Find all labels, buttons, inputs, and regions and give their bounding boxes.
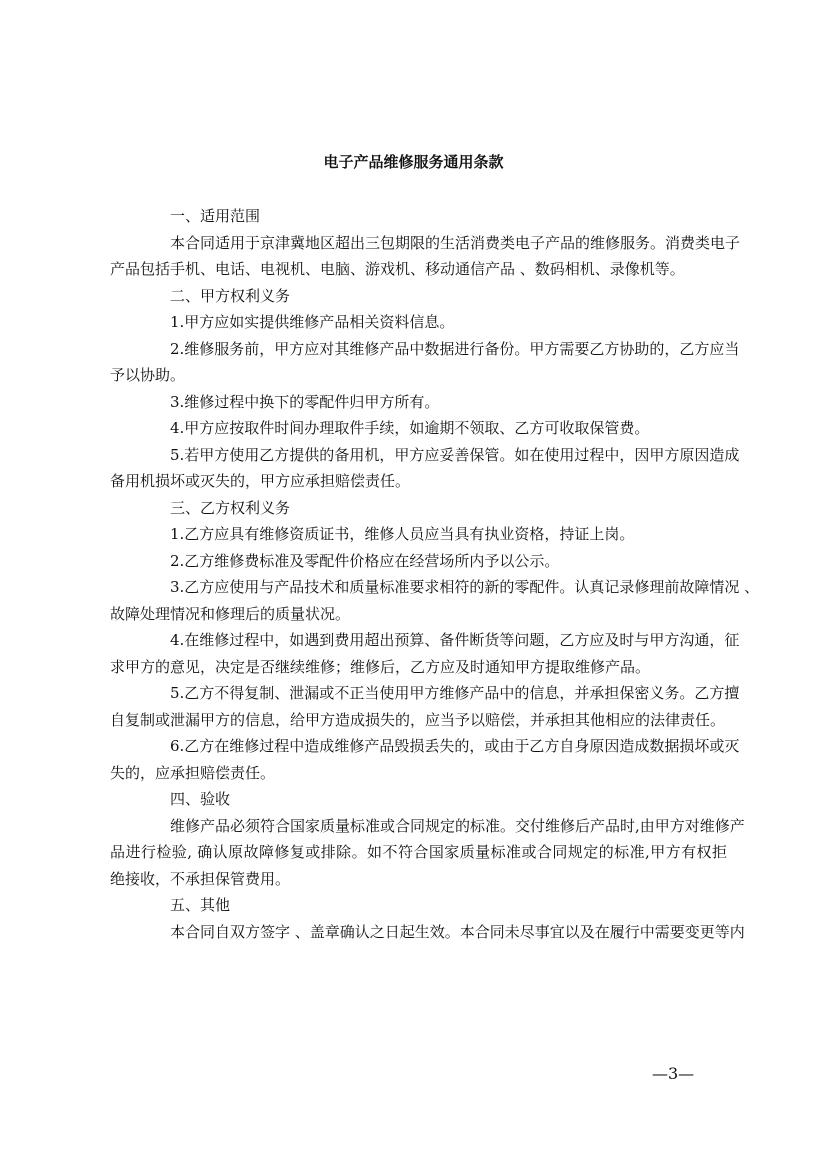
document-body [110, 203, 760, 945]
paragraph-s4-heading [110, 786, 727, 813]
paragraph-line: 产品包括手机、电话、电视机、电脑、游戏机、移动通信产品 、数码相机、录像机等。 [110, 260, 685, 278]
paragraph-s2-item2 [110, 336, 740, 389]
paragraph-s2-item5 [110, 442, 740, 495]
paragraph-line: 品进行检验, 确认原故障修复或排除。如不符合国家质量标准或合同规定的标准,甲方有权拒 [110, 843, 727, 861]
paragraph-line: 2.乙方维修费标准及零配件价格应在经营场所内予以公示。 [170, 551, 560, 570]
paragraph-line: 5.若甲方使用乙方提供的备用机，甲方应妥善保管。如在使用过程中，因甲方原因造成 [170, 445, 740, 464]
page-number: —3— [652, 1064, 695, 1083]
paragraph-s3-heading [110, 495, 727, 522]
paragraph-line: 1.乙方应具有维修资质证书，维修人员应当具有执业资格，持证上岗。 [170, 525, 635, 543]
paragraph-line: 2.维修服务前，甲方应对其维修产品中数据进行备份。甲方需要乙方协助的，乙方应当 [170, 339, 740, 358]
paragraph-line: 一、适用范围 [170, 207, 261, 225]
paragraph-line: 5.乙方不得复制、泄漏或不正当使用甲方维修产品中的信息，并承担保密义务。乙方擅 [170, 684, 740, 702]
paragraph-line: 五、其他 [170, 896, 231, 914]
paragraph-s1-body [110, 230, 741, 283]
paragraph-line: 备用机损坏或灭失的，甲方应承担赔偿责任。 [110, 472, 411, 490]
paragraph-s5-body [110, 919, 745, 946]
paragraph-line: 予以协助。 [110, 366, 186, 384]
paragraph-line: 失的，应承担赔偿责任。 [110, 763, 276, 782]
paragraph-line: 4.甲方应按取件时间办理取件手续，如逾期不领取、乙方可收取保管费。 [170, 419, 650, 437]
paragraph-s3-item1 [110, 521, 727, 548]
paragraph-line: 维修产品必须符合国家质量标准或合同规定的标准。交付维修后产品时,由甲方对维修产 [170, 816, 745, 835]
paragraph-line: 求甲方的意见，决定是否继续维修；维修后，乙方应及时通知甲方提取维修产品。 [110, 657, 651, 676]
paragraph-line: 故障处理情况和修理后的质量状况。 [110, 604, 351, 623]
paragraph-line: 绝接收，不承担保管费用。 [110, 869, 291, 888]
paragraph-s2-item4 [110, 415, 727, 442]
paragraph-line: 6.乙方在维修过程中造成维修产品毁损丢失的，或由于乙方自身原因造成数据损坏或灭 [170, 737, 740, 755]
paragraph-s2-heading [110, 283, 727, 310]
paragraph-line: 二、甲方权利义务 [170, 286, 291, 305]
paragraph-s2-item1 [110, 309, 727, 336]
paragraph-s3-item6 [110, 733, 740, 786]
paragraph-line: 本合同自双方签字 、盖章确认之日起生效。本合同未尽事宜以及在履行中需要变更等内 [170, 922, 745, 941]
paragraph-s1-heading [110, 203, 727, 230]
paragraph-s3-item5 [110, 680, 740, 733]
paragraph-s3-item2 [110, 548, 727, 575]
paragraph-s5-heading [110, 892, 727, 919]
paragraph-line: 3.维修过程中换下的零配件归甲方所有。 [170, 392, 440, 411]
paragraph-s3-item3 [110, 574, 760, 627]
paragraph-line: 自复制或泄漏甲方的信息，给甲方造成损失的，应当予以赔偿，并承担其他相应的法律责任。 [110, 710, 726, 729]
paragraph-line: 本合同适用于京津冀地区超出三包期限的生活消费类电子产品的维修服务。消费类电子 [170, 233, 741, 252]
paragraph-line: 1.甲方应如实提供维修产品相关资料信息。 [170, 313, 455, 331]
paragraph-line: 3.乙方应使用与产品技术和质量标准要求相符的新的零配件。认真记录修理前故障情况 、 [170, 578, 760, 596]
paragraph-line: 4.在维修过程中，如遇到费用超出预算、备件断货等问题，乙方应及时与甲方沟通，征 [170, 631, 740, 649]
paragraph-line: 四、验收 [170, 790, 231, 808]
paragraph-s4-body [110, 813, 745, 893]
paragraph-s2-item3 [110, 389, 727, 416]
document-title: 电子产品维修服务通用条款 [323, 153, 504, 171]
paragraph-line: 三、乙方权利义务 [170, 498, 291, 517]
paragraph-s3-item4 [110, 627, 740, 680]
